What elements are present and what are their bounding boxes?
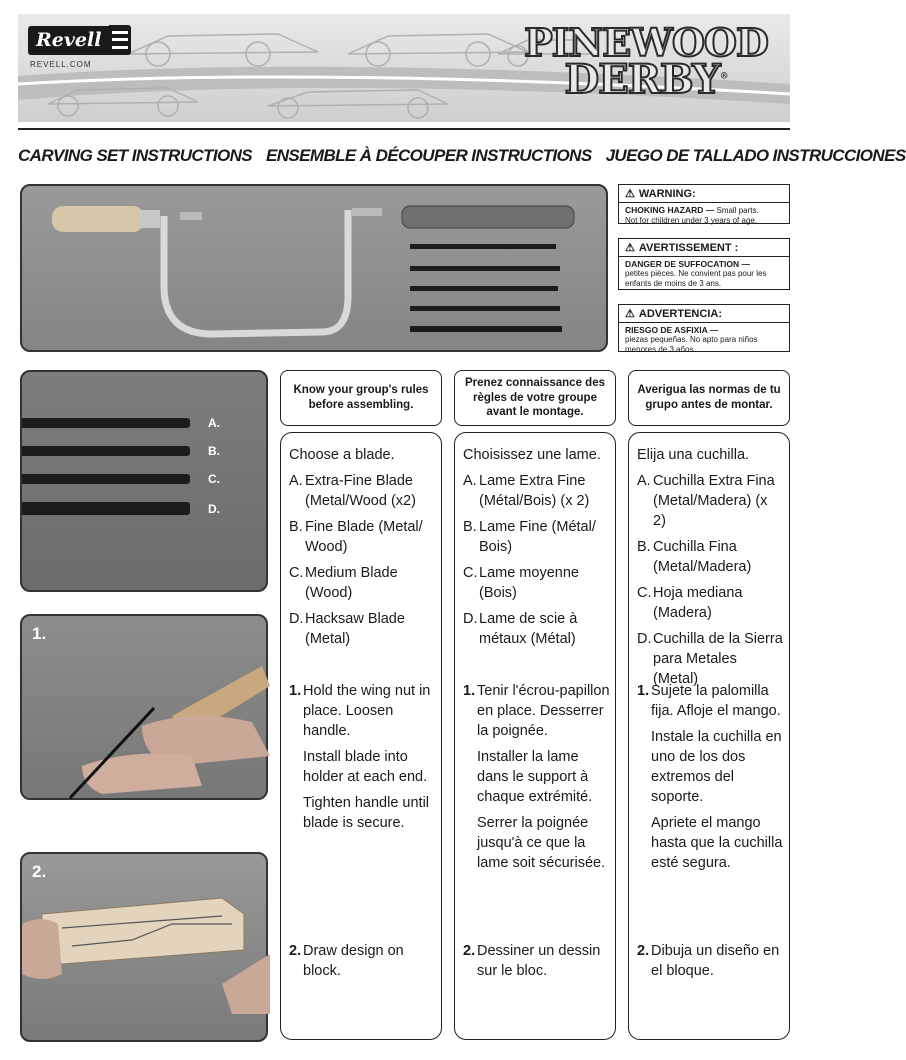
blade-option-letter: B. [637, 539, 651, 555]
header-banner [18, 14, 790, 122]
warning-en-subheading: CHOKING HAZARD — [625, 205, 715, 216]
blade-option-text: Cuchilla de la Sierra para Metales (Metal) [653, 631, 783, 687]
blade-a [22, 418, 190, 428]
carving-set-photo [20, 184, 608, 352]
warning-es-text: piezas pequeñas. No apto para niños menores de 3 años. [625, 335, 758, 354]
step-2-photo [20, 852, 268, 1042]
blade-option-text: Extra-Fine Blade (Metal/Wood (x2) [305, 473, 416, 509]
warning-triangle-icon: ⚠ [625, 308, 635, 320]
step-2-es [637, 941, 785, 987]
blade-label-b: B. [208, 444, 220, 458]
step-1-fr [463, 681, 611, 879]
warning-es-subheading: RIESGO DE ASFIXIA — [625, 325, 719, 336]
step-2-fr [463, 941, 611, 987]
blade-option-a-fr [463, 471, 609, 511]
blade-option-letter: B. [289, 519, 303, 535]
step-number: 2. [637, 943, 650, 959]
step-body [303, 681, 437, 839]
step-1-text-c: Serrer la poignée jusqu'à ce que la lame soit sécurisée. [477, 815, 606, 871]
coping-saw-illustration [22, 186, 610, 354]
step-1-text-b: Instale la cuchilla en uno de los dos extremos del soporte. [651, 729, 782, 805]
blade-option-a-en [289, 471, 435, 511]
step-number: 1. [463, 683, 476, 699]
warning-en-line [625, 205, 783, 216]
brand-url: REVELL.COM [30, 60, 92, 69]
step-1-text-c: Apriete el mango hasta que la cuchilla esté segura. [651, 815, 783, 871]
hands-holding-saw-illustration [22, 616, 270, 802]
revell-logo-mark-icon [109, 25, 131, 55]
title-row [18, 146, 906, 166]
product-line-2 [524, 56, 768, 103]
header-divider [18, 128, 790, 130]
title-fr: ENSEMBLE À DÉCOUPER INSTRUCTIONS [266, 146, 592, 165]
warning-fr-subheading: DANGER DE SUFFOCATION — [625, 259, 750, 270]
instructions-column-fr [454, 432, 616, 1040]
title-es: JUEGO DE TALLADO INSTRUCCIONES [605, 146, 906, 165]
blade-option-letter: D. [463, 611, 478, 627]
group-rules-box-fr: Prenez connaissance des règles de votre groupe avant le montage. [454, 370, 616, 426]
group-rules-box-es: Averigua las normas de tu grupo antes de montar. [628, 370, 790, 426]
blade-option-text: Medium Blade (Wood) [305, 565, 398, 601]
blade-option-a-es [637, 471, 783, 531]
step-1-photo [20, 614, 268, 800]
blade-option-c-fr [463, 563, 609, 603]
blade-option-text: Hoja mediana (Madera) [653, 585, 743, 621]
blade-option-letter: B. [463, 519, 477, 535]
step-2-en [289, 941, 437, 987]
blade-c [22, 474, 190, 484]
warning-fr [618, 238, 790, 290]
instructions-column-en [280, 432, 442, 1040]
warning-en-heading-row [619, 188, 789, 203]
step-body [477, 681, 611, 879]
step-number: 1. [289, 683, 302, 699]
blade-option-d-es [637, 629, 783, 689]
blade-option-letter: A. [289, 473, 303, 489]
blade-option-text: Lame moyenne (Bois) [479, 565, 579, 601]
blade-option-d-fr [463, 609, 609, 649]
step-1-text-a: Sujete la palomilla fija. Afloje el mango. [651, 683, 781, 719]
step-1-text-b: Install blade into holder at each end. [303, 749, 428, 785]
warning-en-inline: Small parts. [716, 206, 759, 216]
blade-option-text: Hacksaw Blade (Metal) [305, 611, 405, 647]
choose-blade-lead-en: Choose a blade. [289, 447, 395, 463]
step-2-text: Draw design on block. [303, 943, 404, 979]
step-body [651, 681, 785, 879]
warning-fr-heading-row [619, 242, 789, 257]
blade-option-c-es [637, 583, 783, 623]
blade-option-letter: A. [637, 473, 651, 489]
step-1-text-a: Hold the wing nut in place. Loosen handle. [303, 683, 431, 739]
warning-fr-heading: AVERTISSEMENT : [638, 242, 739, 254]
step-number: 2. [289, 943, 302, 959]
choose-blade-lead-es: Elija una cuchilla. [637, 447, 750, 463]
step-1-en [289, 681, 437, 839]
step-2-text: Dibuja un diseño en el bloque. [651, 943, 780, 979]
blade-option-letter: D. [637, 631, 652, 647]
blade-option-text: Cuchilla Fina (Metal/Madera) [653, 539, 752, 575]
blade-b [22, 446, 190, 456]
blade-option-letter: D. [289, 611, 304, 627]
blade-label-a: A. [208, 416, 220, 430]
warning-es-heading-row [619, 308, 789, 323]
step-number: 1. [637, 683, 650, 699]
choose-blade-lead-fr: Choisissez une lame. [463, 447, 601, 463]
instructions-column-es [628, 432, 790, 1040]
product-line-1: PINEWOOD [524, 20, 768, 65]
step-1-photo-label: 1. [32, 624, 47, 643]
blades-photo [20, 370, 268, 592]
wood-block-illustration [22, 854, 270, 1044]
step-1-text-b: Installer la lame dans le support à chaque extrémité. [477, 749, 593, 805]
blade-option-text: Lame de scie à métaux (Métal) [479, 611, 578, 647]
warning-en-heading: WARNING: [638, 188, 696, 200]
brand-name: Revell [28, 26, 109, 55]
blade-option-letter: C. [463, 565, 478, 581]
blade-label-c: C. [208, 472, 220, 486]
blade-d [22, 502, 190, 515]
step-1-text-c: Tighten handle until blade is secure. [303, 795, 430, 831]
revell-logo [28, 24, 131, 56]
blade-option-text: Lame Fine (Métal/ Bois) [479, 519, 596, 555]
blade-option-c-en [289, 563, 435, 603]
blade-option-letter: C. [289, 565, 304, 581]
warning-es-heading: ADVERTENCIA: [638, 308, 722, 320]
step-1-text-a: Tenir l'écrou-papillon en place. Desserrer la poignée. [477, 683, 610, 739]
warning-en [618, 184, 790, 224]
warning-fr-text: petites pièces. Ne convient pas pour les enfants de moins de 3 ans. [625, 269, 767, 288]
warning-triangle-icon: ⚠ [625, 242, 635, 254]
blade-option-text: Fine Blade (Metal/ Wood) [305, 519, 423, 555]
blade-option-text: Cuchilla Extra Fina (Metal/Madera) (x 2) [653, 473, 775, 529]
blade-option-b-en [289, 517, 435, 557]
product-line-2-text: DERBY [564, 56, 720, 103]
blade-option-text: Lame Extra Fine (Métal/Bois) (x 2) [479, 473, 590, 509]
warning-es [618, 304, 790, 352]
step-body [303, 941, 437, 987]
blade-label-d: D. [208, 502, 220, 516]
group-rules-box-en: Know your group's rules before assembling. [280, 370, 442, 426]
step-1-es [637, 681, 785, 879]
blade-option-b-es [637, 537, 783, 577]
registered-mark: ® [719, 71, 728, 82]
title-en: CARVING SET INSTRUCTIONS [18, 146, 253, 165]
blade-option-d-en [289, 609, 435, 649]
pinewood-derby-logo [524, 20, 768, 103]
step-body [651, 941, 785, 987]
warning-triangle-icon: ⚠ [625, 188, 635, 200]
blade-option-letter: C. [637, 585, 652, 601]
blade-option-b-fr [463, 517, 609, 557]
step-2-text: Dessiner un dessin sur le bloc. [477, 943, 601, 979]
warning-en-text: Not for children under 3 years of age. [625, 215, 758, 225]
step-number: 2. [463, 943, 476, 959]
step-body [477, 941, 611, 987]
step-2-photo-label: 2. [32, 862, 47, 881]
blade-option-letter: A. [463, 473, 477, 489]
